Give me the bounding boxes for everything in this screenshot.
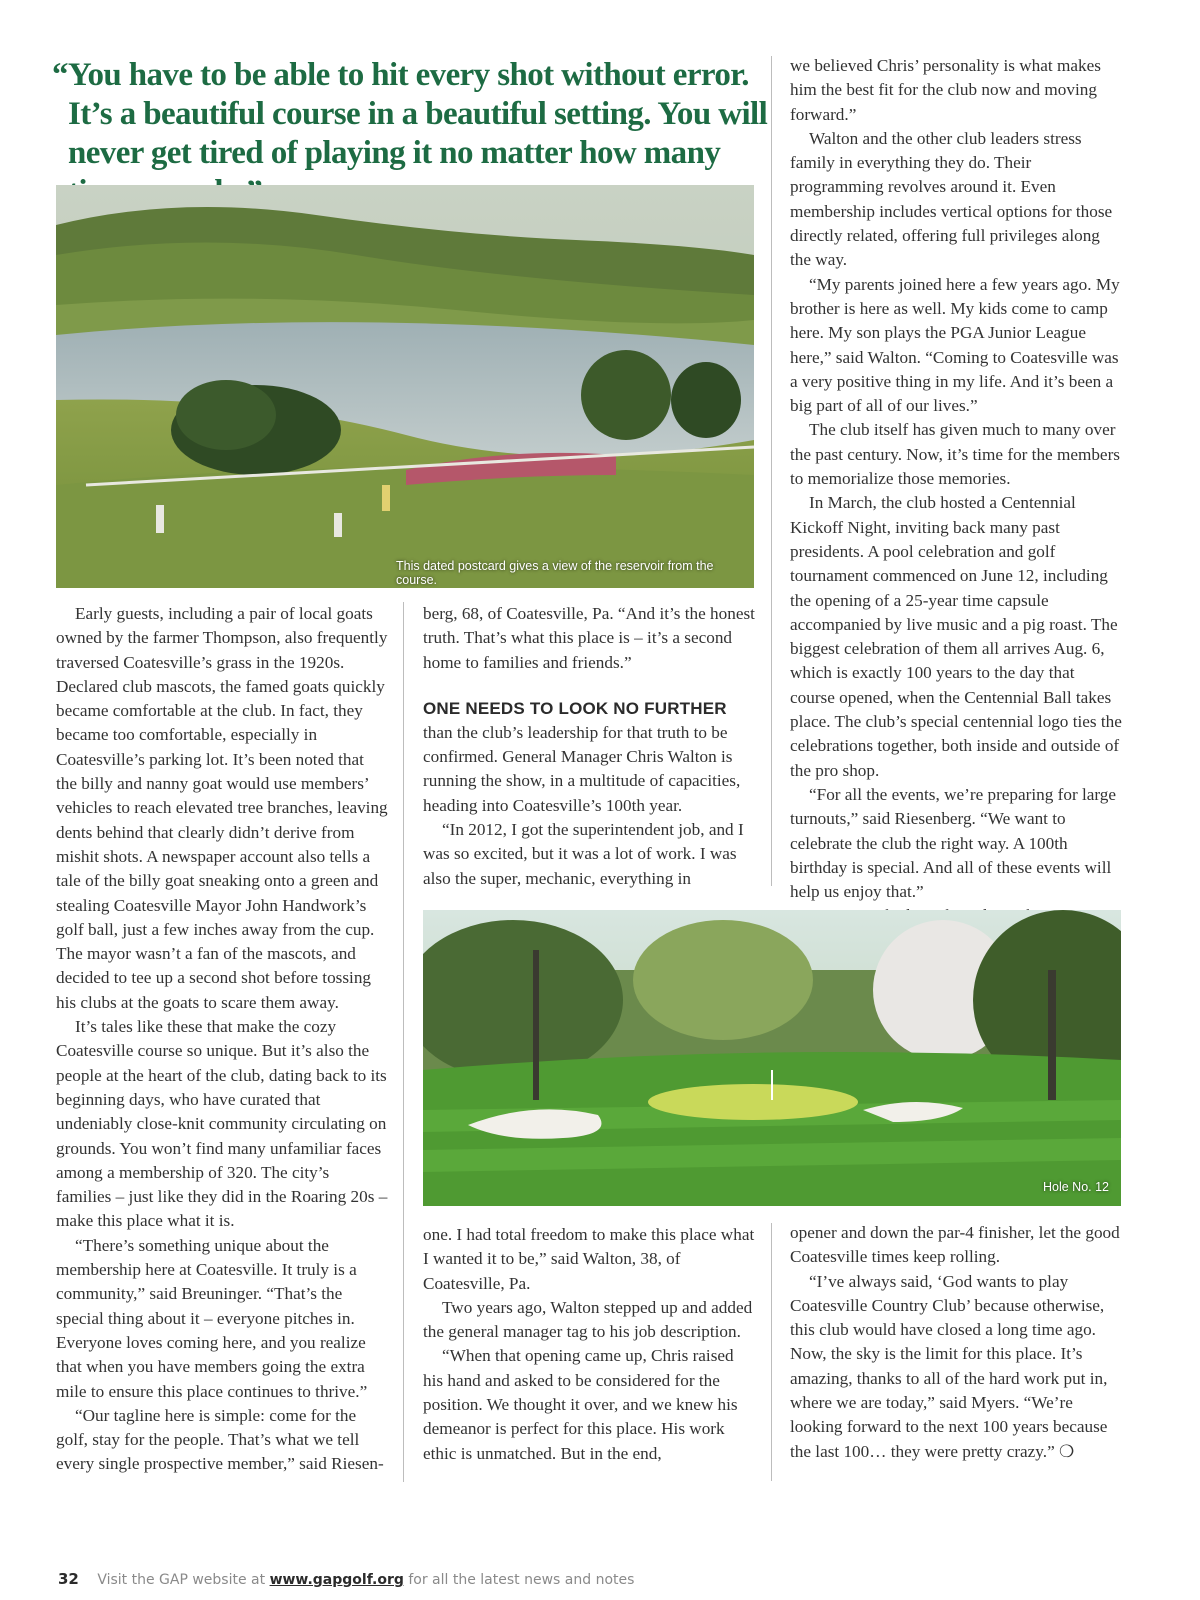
col3-paragraph-6: “For all the events, we’re preparing for large turnouts,” said Riesenberg. “We want to celebrate the club the right way. A 100th birthday is special. And all of these events will help us enjoy that.” [790,784,1117,902]
end-mark-icon: ❍ [1059,1441,1075,1461]
column-divider-3 [771,1223,772,1481]
gap-website-link[interactable]: www.gapgolf.org [269,1572,404,1588]
page-number: 32 [58,1570,79,1588]
postcard-image [56,185,754,588]
pull-quote: “You have to be able to hit every shot without error. It’s a beautiful course in a beautiful setting. You will never get tired of playing it no matter how many [52,57,768,171]
footer-text-after: for all the latest news and notes [408,1572,635,1588]
column-divider-2 [771,56,772,886]
hole-12-image [423,910,1121,1206]
column-2-top [423,602,755,891]
col3-paragraph-4: The club itself has given much to many over the past century. Now, it’s time for the members to memorialize those memories. [790,420,1120,489]
col3-bottom-text: “I’ve always said, ‘God wants to play Coatesville Country Club’ because otherwise, this club would have closed a long time ago. Now, the sky is the limit for this place. It’s amazing, thanks to all of the hard work put in, where we are today,” said Myers. “We’re looking forward to the next 100 years because the last 100… they were pretty crazy.” [790,1271,1108,1461]
column-1 [56,602,388,1477]
col3-bottom-paragraph-2 [790,1270,1122,1464]
col2-paragraph-3: “In 2012, I got the superintendent job, and I was so excited, but it was a lot of work. I was also the super, mechanic, everything in [423,820,744,888]
col1-paragraph-2: It’s tales like these that make the cozy Coatesville course so unique. But it’s also the people at the heart of the club, dating back to its beginning days, who have curated that undeniably close-knit community circulating on grounds. You won’t find many unfamiliar faces among a membership of 320. The city’s families – just like they did in the Roaring 20s – make this place what it is. [56,1017,388,1231]
col3-bottom-paragraph-1: opener and down the par-4 finisher, let the good Coatesville times keep rolling. [790,1223,1120,1267]
section-subhead: ONE NEEDS TO LOOK NO FURTHER [423,698,727,718]
col2-bottom-paragraph-3: “When that opening came up, Chris raised his hand and asked to be considered for the position. We thought it over, and we knew his demeanor is perfect for this place. His work ethic is unmatched. But in the end, [423,1346,738,1463]
col2-paragraph-1: berg, 68, of Coatesville, Pa. “And it’s the honest truth. That’s what this place is – it’s a second home to families and friends.” [423,604,755,672]
col3-paragraph-2: Walton and the other club leaders stress family in everything they do. Their programming revolves around it. Even membership includes vertical options for those directly related, offering full privileges along the way. [790,128,1113,270]
col3-paragraph-3: “My parents joined here a few years ago. My brother is here as well. My kids come to camp here. My son plays the PGA Junior League here,” said Walton. “Coming to Coatesville was a very positive thing in my life. And it’s been a big part of all of our lives.” [790,274,1120,416]
postcard-photo [56,185,754,588]
postcard-caption: This dated postcard gives a view of the reservoir from the course. [396,559,714,587]
footer-text-before: Visit the GAP website at [97,1572,266,1588]
column-divider-1 [403,602,404,1482]
hole-12-photo [423,910,1121,1206]
column-3-bottom [790,1221,1122,1464]
col3-paragraph-1: we believed Chris’ personality is what makes him the best fit for the club now and moving forward.” [790,56,1101,124]
col1-paragraph-4: “Our tagline here is simple: come for the golf, stay for the people. That’s what we tell every single prospective member,” said Riesen- [56,1405,384,1474]
hole-12-caption: Hole No. 12 [1043,1180,1110,1194]
page-footer [58,1570,634,1588]
col3-paragraph-5: In March, the club hosted a Centennial Kickoff Night, inviting back many past presidents. A pool celebration and golf tournament commenced on June 12, including the opening of a 25-year time capsule accompanied by live music and a pig roast. The biggest celebration of them all arrives Aug. 6, which is exactly 100 years to the day that course opened, when the Centennial Ball takes place. The club’s special centennial logo ties the celebrations together, both inside and outside of the pro shop. [790,493,1122,780]
col2-bottom-paragraph-1: one. I had total freedom to make this place what I wanted it to be,” said Walton, 38, of Coatesville, Pa. [423,1225,755,1293]
column-3-top [790,54,1122,929]
col1-paragraph-1: Early guests, including a pair of local goats owned by the farmer Thompson, also frequently traversed Coatesville’s grass in the 1920s. Declared club mascots, the famed goats quickly became comfortable at the club. In fact, they became too comfortable, especially in Coatesville’s parking lot. It’s been noted that the billy and nanny goat would use members’ vehicles to reach elevated tree branches, leaving dents behind that clearly didn’t derive from mishit shots. A newspaper account also tells a tale of the billy goat sneaking onto a green and stealing Coatesville Mayor John Handwork’s golf ball, just a few inches away from the cup. The mayor wasn’t a fan of the mascots, and decided to tee up a second shot before tossing his clubs at the goats to scare them away. [56,604,388,1012]
col2-paragraph-2: than the club’s leadership for that truth to be confirmed. General Manager Chris Walton is running the show, in a multitude of capacities, heading into Coatesville’s 100th year. [423,722,741,815]
column-2-bottom [423,1223,755,1466]
col1-paragraph-3: “There’s something unique about the membership here at Coatesville. It truly is a community,” said Breuninger. “That’s the special thing about it – everyone pitches in. Everyone loves coming here, and you realize that when you have members going the extra mile to ensure this place continues to thrive.” [56,1235,368,1401]
col2-bottom-paragraph-2: Two years ago, Walton stepped up and added the general manager tag to his job description. [423,1297,753,1342]
